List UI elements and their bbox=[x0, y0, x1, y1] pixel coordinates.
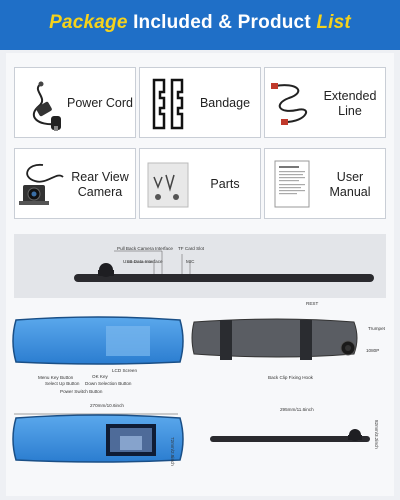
callout-usb: USB Data Interface bbox=[123, 259, 163, 264]
dim-back-height: 82mm/3.2inch bbox=[374, 420, 379, 449]
item-label: User Manual bbox=[329, 169, 371, 199]
callout-power: Power Switch Button bbox=[60, 389, 103, 394]
page-title: Package Included & Product List bbox=[49, 12, 351, 33]
callout-back-clip: Back Clip Fixing Hook bbox=[268, 375, 313, 380]
item-card-parts bbox=[139, 148, 261, 219]
callout-ok: OK Key bbox=[92, 374, 108, 379]
item-label: Bandage bbox=[199, 96, 251, 110]
callout-tf-card: TF Card Slot bbox=[178, 246, 205, 251]
callout-up: Select Up Button bbox=[45, 381, 80, 386]
front-mirror-image bbox=[10, 316, 186, 366]
power-cord-icon bbox=[17, 76, 67, 131]
item-card-power-cord bbox=[14, 67, 136, 138]
callout-down: Down Selection Button bbox=[85, 381, 132, 386]
item-card-rear-camera bbox=[14, 148, 136, 219]
item-card-bandage bbox=[139, 67, 261, 138]
callout-menu: Menu Key Button bbox=[38, 375, 74, 380]
dim-back-width: 295mm/11.6inch bbox=[280, 407, 314, 412]
back-mirror-image bbox=[190, 312, 370, 364]
back-mirror-side-image bbox=[200, 418, 380, 458]
rear-camera-icon bbox=[17, 157, 67, 212]
parts-icon bbox=[142, 157, 192, 212]
callout-rest: REST bbox=[306, 301, 319, 306]
bandage-icon bbox=[142, 76, 192, 131]
manual-icon bbox=[267, 157, 317, 212]
callout-lcd: LCD Screen bbox=[112, 368, 138, 373]
callout-pull-back: Pull Back Camera Interface bbox=[117, 246, 173, 251]
top-mirror-section bbox=[14, 234, 386, 298]
item-label: Extended Line bbox=[323, 88, 377, 118]
item-label: Parts bbox=[210, 177, 240, 191]
top-mirror-image bbox=[14, 234, 386, 298]
item-label: Rear View Camera bbox=[71, 169, 129, 199]
front-mirror-screen-image bbox=[10, 412, 186, 464]
item-label: Power Cord bbox=[67, 96, 133, 110]
extended-line-icon bbox=[267, 76, 317, 131]
callout-mic: MIC bbox=[186, 259, 195, 264]
dim-front-width: 270mm/10.6inch bbox=[90, 403, 124, 408]
dim-front-height: 72mm/2.8inch bbox=[170, 437, 175, 466]
item-card-extended-line bbox=[264, 67, 386, 138]
header-banner bbox=[0, 0, 400, 50]
callout-trumpet: Trumpet bbox=[368, 326, 385, 331]
callout-1080p: 1080P bbox=[366, 348, 380, 353]
item-card-user-manual bbox=[264, 148, 386, 219]
